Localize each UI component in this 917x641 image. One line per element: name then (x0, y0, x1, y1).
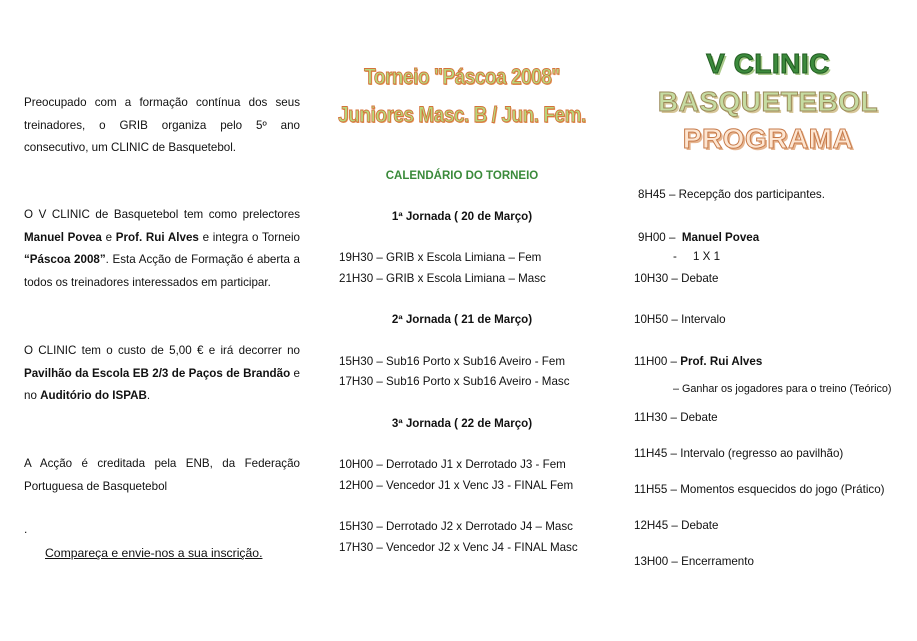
round-2-title: 2ª Jornada ( 21 de Março) (391, 313, 533, 326)
cost-text-1: O CLINIC tem o custo de 5,00 € e irá decorrer no (24, 344, 300, 357)
program-time: 11H45 (634, 447, 668, 460)
program-time: 11H30 (634, 411, 668, 424)
program-text: Debate (681, 519, 719, 532)
prelectores-text-2: e (101, 230, 116, 244)
program-time: 10H30 (634, 272, 669, 285)
prelectores-paragraph (24, 204, 300, 294)
round-3-game-3: 15H30 – Derrotado J2 x Derrotado J4 – Masc (339, 520, 573, 533)
cost-text-2: e no (24, 366, 301, 402)
cost-text-3: . (146, 389, 151, 402)
program-text: Intervalo (regresso ao pavilhão) (680, 447, 844, 460)
program-item (634, 272, 718, 285)
venue-pavilhao: Pavilhão da Escola EB 2/3 de Paços de Brandão (24, 366, 291, 380)
program-time: 9H00 (638, 231, 666, 244)
prelectores-text-4: . Esta Acção de Formação é aberta a todos os treinadores interessados em participar. (24, 253, 300, 289)
program-dash: – (668, 231, 676, 244)
program-time: 8H45 (638, 188, 666, 201)
round-1-game-2: 21H30 – GRIB x Escola Limiana – Masc (339, 272, 546, 285)
program-subitem (673, 250, 720, 263)
program-text: Encerramento (681, 555, 754, 568)
round-3-game-1: 10H00 – Derrotado J1 x Derrotado J3 - Fem (339, 458, 566, 471)
program-speaker: Manuel Povea (681, 231, 760, 244)
venue-auditorio: Auditório do ISPAB (40, 389, 147, 402)
prelectores-text-1: O V CLINIC de Basquetebol tem como prelectores (24, 208, 300, 221)
program-item (634, 355, 762, 368)
cost-paragraph (24, 340, 300, 408)
program-text: Intervalo (681, 313, 726, 326)
torneio-name: “Páscoa 2008” (24, 253, 106, 266)
program-item (634, 555, 754, 568)
program-item (638, 231, 759, 244)
round-3-game-2: 12H00 – Vencedor J1 x Venc J3 - FINAL Fem (339, 479, 574, 492)
clinic-title-line2: BASQUETEBOL (657, 86, 879, 117)
program-text: Ganhar os jogadores para o treino (Teórico) (682, 383, 892, 395)
program-item (634, 483, 885, 496)
credit-paragraph (24, 453, 300, 498)
program-dash: – (670, 355, 677, 368)
clinic-title-line3: PROGRAMA (682, 123, 854, 154)
clinic-title-line1: V CLINIC (706, 48, 830, 79)
program-time: 12H45 (634, 519, 669, 532)
program-time: 13H00 (634, 555, 669, 568)
program-text: Momentos esquecidos do jogo (Prático) (680, 483, 885, 496)
program-dash: – (673, 383, 680, 395)
program-time: 11H55 (634, 483, 668, 496)
torneio-title-line2: Juniores Masc. B / Jun. Fem. (338, 102, 586, 127)
program-item (634, 447, 843, 460)
program-item (638, 188, 825, 201)
closing-call-to-action: Compareça e envie-nos a sua inscrição. (45, 546, 263, 560)
program-dash: – (670, 483, 677, 496)
stray-dot: . (24, 522, 28, 536)
round-3-title: 3ª Jornada ( 22 de Março) (391, 417, 533, 430)
program-item (634, 411, 718, 424)
speaker-manuel-povea: Manuel Povea (24, 230, 102, 244)
speaker-rui-alves: Prof. Rui Alves (115, 230, 199, 244)
program-time: 11H00 (634, 355, 668, 368)
round-2-game-2: 17H30 – Sub16 Porto x Sub16 Aveiro - Masc (339, 375, 570, 388)
program-text: Debate (681, 272, 719, 285)
calendar-heading: CALENDÁRIO DO TORNEIO (385, 170, 539, 182)
round-1-title: 1ª Jornada ( 20 de Março) (391, 210, 533, 223)
program-text: Recepção dos participantes. (678, 188, 825, 201)
intro-paragraph (24, 92, 300, 160)
round-2-game-1: 15H30 – Sub16 Porto x Sub16 Aveiro - Fem (339, 355, 565, 368)
program-dash: – (671, 313, 678, 326)
program-dash: – (671, 555, 678, 568)
program-dash: – (670, 411, 677, 424)
program-subitem (673, 383, 891, 395)
program-bullet: - (673, 250, 677, 263)
program-item (634, 313, 726, 326)
program-dash: – (671, 519, 678, 532)
credit-text: A Acção é creditada pela ENB, da Federação Portuguesa de Basquetebol (24, 457, 300, 493)
intro-text: Preocupado com a formação contínua dos seus treinadores, o GRIB organiza pelo 5º ano consecutivo, um CLINIC de Basquetebol. (24, 96, 300, 154)
prelectores-text-3: e integra o Torneio (198, 230, 300, 244)
program-text: Debate (680, 411, 718, 424)
round-1-game-1: 19H30 – GRIB x Escola Limiana – Fem (339, 251, 542, 264)
round-3-game-4: 17H30 – Vencedor J2 x Venc J4 - FINAL Masc (339, 541, 578, 554)
program-dash: – (670, 447, 677, 460)
program-dash: – (668, 188, 676, 201)
program-speaker: Prof. Rui Alves (680, 355, 763, 368)
program-dash: – (671, 272, 678, 285)
torneio-title-line1: Torneio "Páscoa 2008" (364, 64, 560, 89)
program-time: 10H50 (634, 313, 669, 326)
program-item (634, 519, 718, 532)
program-text: 1 X 1 (692, 250, 721, 263)
